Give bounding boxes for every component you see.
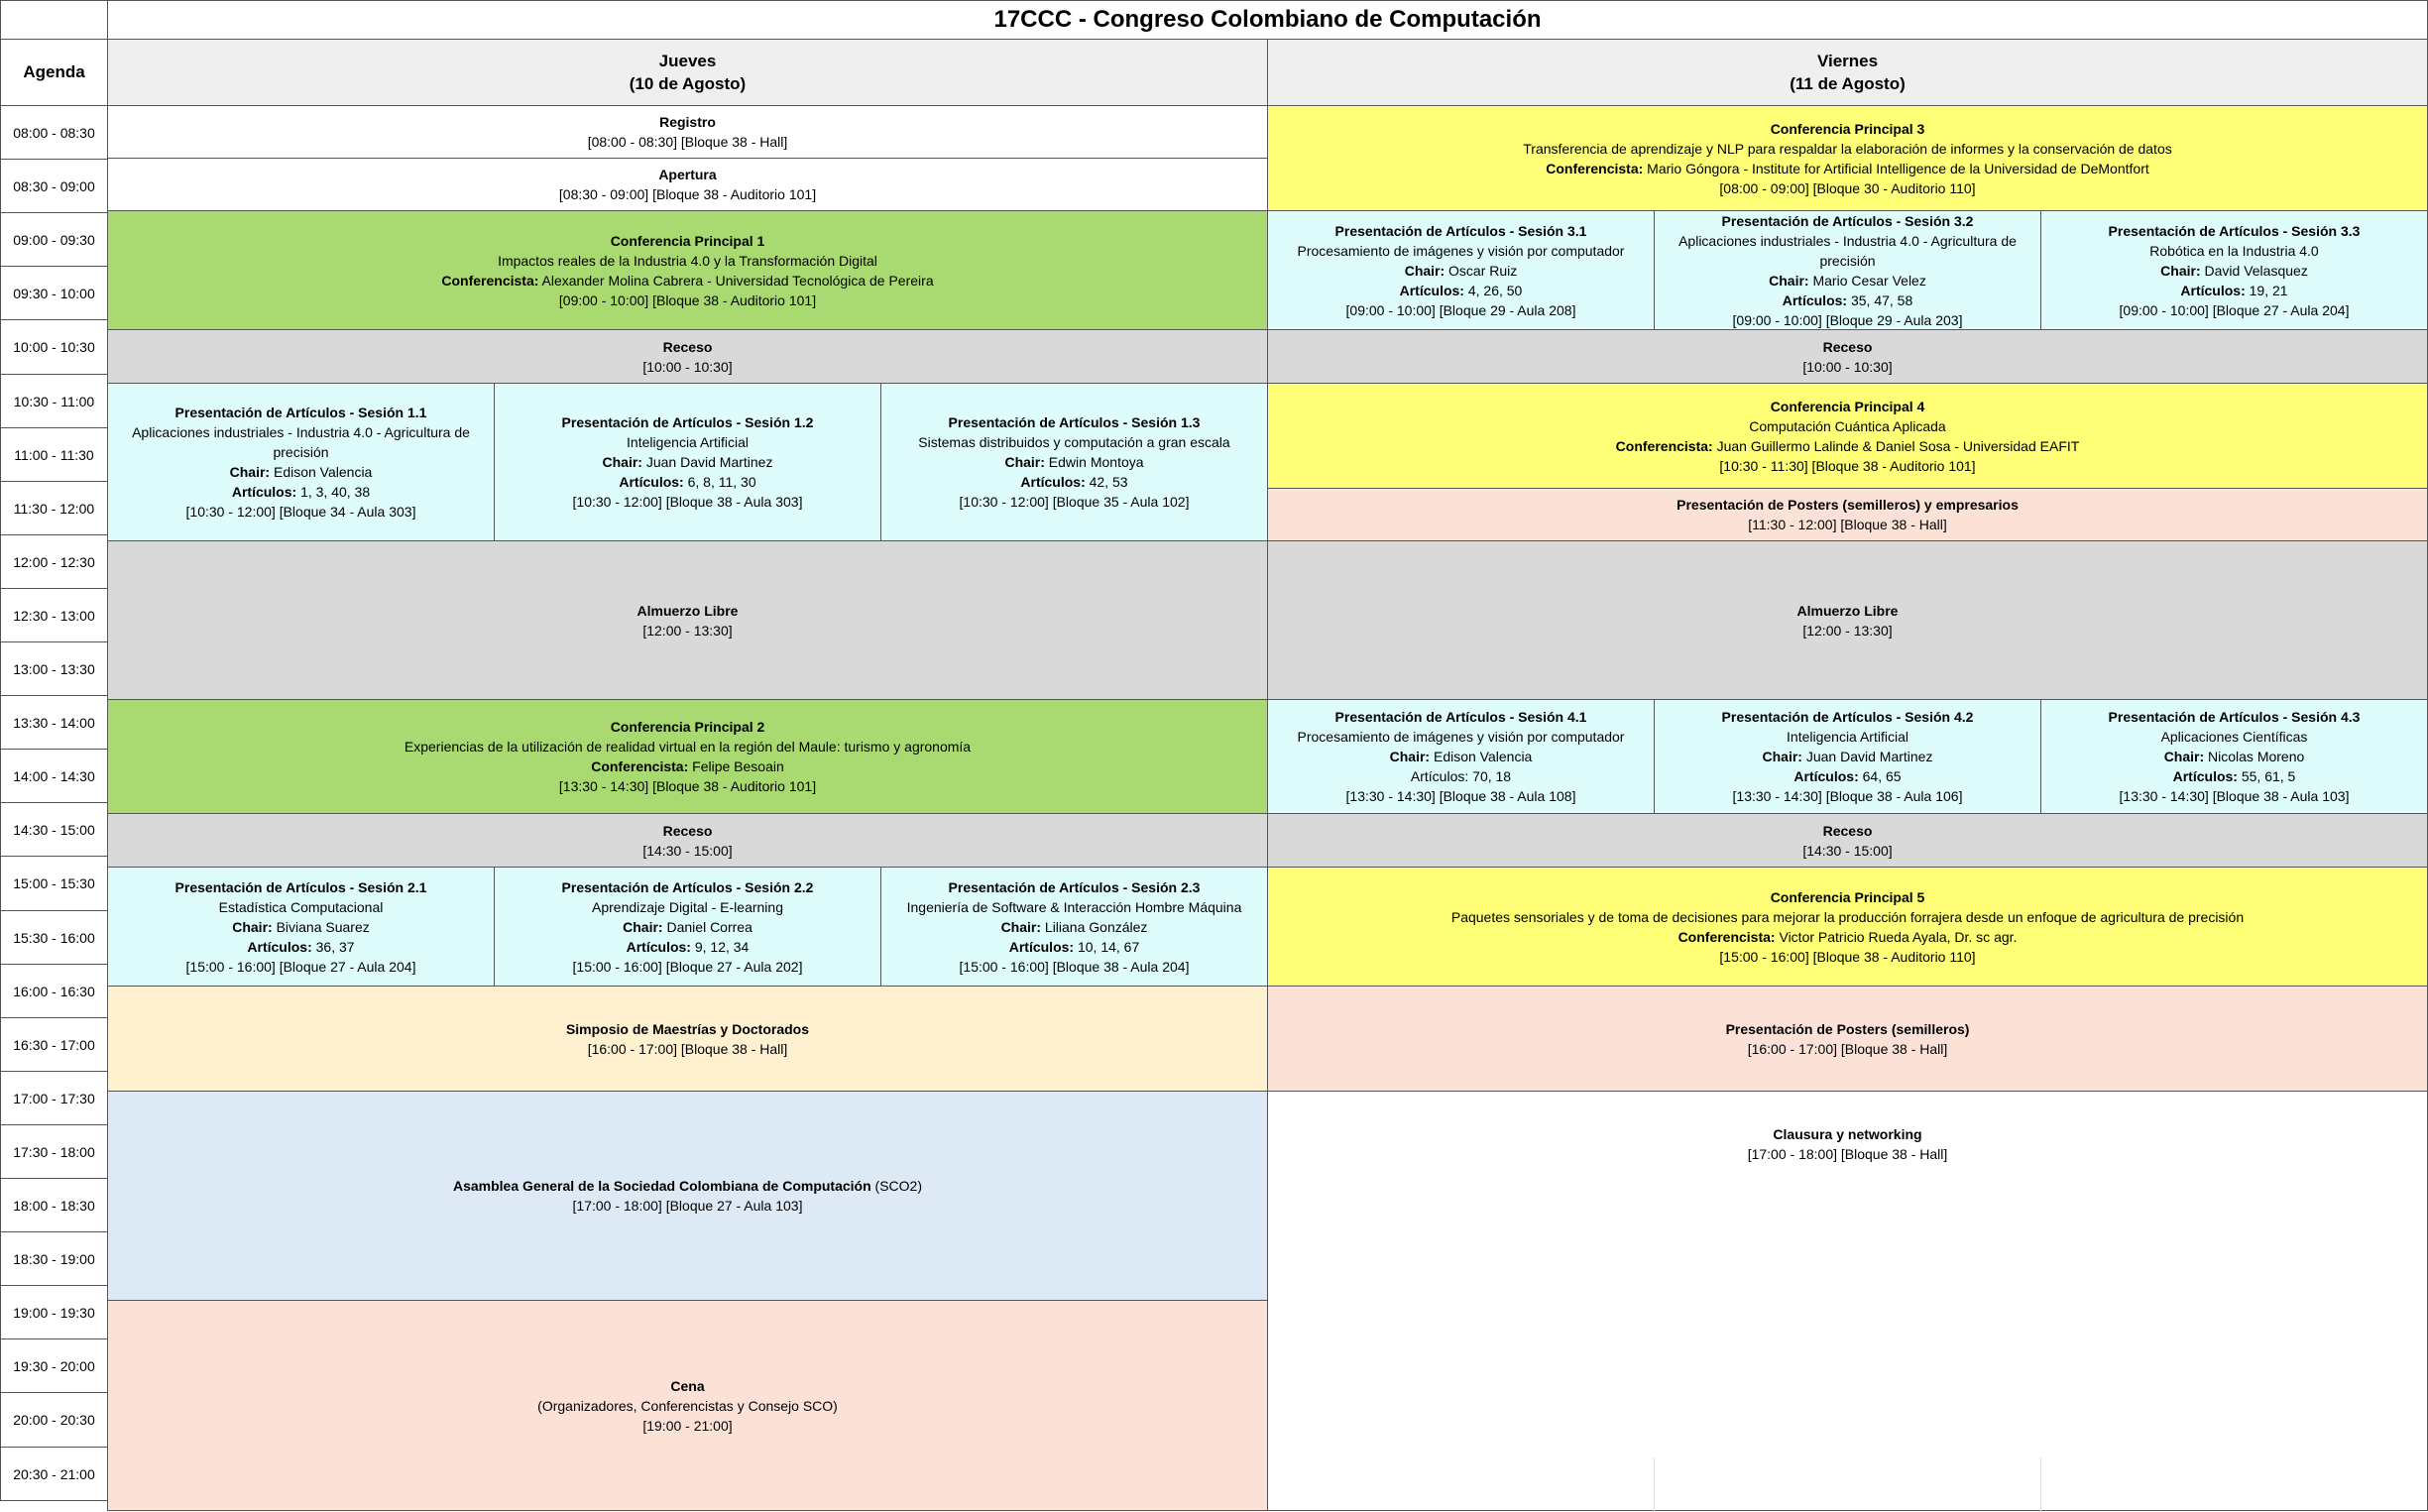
event-title: Conferencia Principal 5	[1770, 888, 1925, 905]
chair-name: Juan David Martinez	[641, 454, 773, 470]
articles-label: Artículos:	[231, 484, 297, 500]
event-receso	[107, 813, 1268, 868]
articles-label: Artículos:	[1399, 282, 1464, 298]
time-slot: 19:30 - 20:00	[0, 1338, 108, 1393]
event-sesion-2-2	[494, 867, 881, 987]
event-posters-semilleros	[1267, 986, 2428, 1092]
event-registro	[107, 105, 1268, 159]
time-slot: 13:00 - 13:30	[0, 641, 108, 696]
time-slot: 11:00 - 11:30	[0, 427, 108, 482]
time-slot: 17:30 - 18:00	[0, 1124, 108, 1179]
event-title: Presentación de Artículos - Sesión 4.3	[2108, 709, 2361, 725]
event-time: [16:00 - 17:00] [Bloque 38 - Hall]	[1747, 1040, 1948, 1057]
time-slot: 16:00 - 16:30	[0, 964, 108, 1018]
articles-list: 10, 14, 67	[1074, 938, 1140, 955]
event-title: Presentación de Artículos - Sesión 4.1	[1334, 709, 1587, 725]
articles-list: 36, 37	[311, 938, 355, 955]
event-chair	[1390, 747, 1533, 766]
event-speaker	[1546, 159, 2149, 178]
event-almuerzo	[1267, 540, 2428, 700]
chair-label: Chair:	[602, 454, 642, 470]
event-time: [15:00 - 16:00] [Bloque 38 - Aula 204]	[959, 958, 1190, 975]
speaker-label: Conferencista:	[1615, 437, 1713, 454]
time-slot: 08:30 - 09:00	[0, 159, 108, 213]
time-slot: 20:00 - 20:30	[0, 1392, 108, 1448]
event-conferencia-principal-2	[107, 699, 1268, 814]
event-time: [11:30 - 12:00] [Bloque 38 - Hall]	[1748, 517, 1947, 532]
event-title: Receso	[1822, 338, 1873, 355]
event-clausura	[1267, 1091, 2428, 1197]
event-topic: Aplicaciones industriales - Industria 4.0 - Agricultura de precisión	[1678, 232, 2017, 269]
event-title: Presentación de Posters (semilleros)	[1725, 1020, 1970, 1037]
event-time: [09:00 - 10:00] [Bloque 27 - Aula 204]	[2119, 301, 2350, 318]
articles-label: Artículos:	[619, 474, 684, 490]
event-title: Presentación de Artículos - Sesión 2.2	[561, 878, 814, 895]
event-sesion-2-1	[107, 867, 495, 987]
time-slot: 19:00 - 19:30	[0, 1285, 108, 1339]
chair-label: Chair:	[2160, 262, 2201, 279]
chair-name: Edison Valencia	[270, 464, 373, 480]
event-articles	[1783, 291, 1913, 310]
event-title: Presentación de Artículos - Sesión 2.1	[174, 878, 427, 895]
event-title: Cena	[670, 1377, 705, 1394]
time-slot: 13:30 - 14:00	[0, 695, 108, 750]
faint-gridline	[1654, 1457, 1655, 1511]
event-topic: Aplicaciones Científicas	[2160, 729, 2308, 745]
articles-list: 64, 65	[1858, 768, 1902, 784]
speaker-label: Conferencista:	[1677, 928, 1776, 945]
articles-list: 70, 18	[1468, 768, 1512, 784]
event-articles	[1400, 281, 1523, 300]
event-title: Almuerzo Libre	[636, 602, 739, 619]
event-time: [13:30 - 14:30] [Bloque 38 - Aula 108]	[1345, 788, 1576, 804]
time-slot: 18:00 - 18:30	[0, 1178, 108, 1232]
time-slot: 10:30 - 11:00	[0, 374, 108, 428]
articles-list: 1, 3, 40, 38	[296, 484, 371, 500]
speaker-name: Juan Guillermo Lalinde & Daniel Sosa - Universidad EAFIT	[1712, 437, 2080, 454]
time-slot: 18:30 - 19:00	[0, 1231, 108, 1286]
day-name: Viernes	[1816, 52, 1879, 70]
event-chair	[2164, 747, 2305, 766]
event-conferencia-principal-4	[1267, 383, 2428, 489]
articles-list: 4, 26, 50	[1463, 282, 1523, 298]
articles-list: 6, 8, 11, 30	[683, 474, 756, 490]
event-time: [10:00 - 10:30]	[1802, 358, 1893, 375]
chair-name: Daniel Correa	[662, 918, 752, 935]
event-cena	[107, 1300, 1268, 1511]
event-topic: Impactos reales de la Industria 4.0 y la Transformación Digital	[498, 252, 877, 269]
chair-name: Edison Valencia	[1430, 749, 1533, 764]
chair-label: Chair:	[229, 464, 271, 480]
event-subtitle: (Organizadores, Conferencistas y Consejo SCO)	[537, 1397, 838, 1414]
day-date: (10 de Agosto)	[629, 74, 747, 93]
event-time: [14:30 - 15:00]	[1802, 842, 1893, 859]
articles-list: 19, 21	[2245, 282, 2288, 298]
time-slot: 14:30 - 15:00	[0, 802, 108, 857]
corner-cell	[0, 0, 108, 40]
event-title-line	[453, 1176, 922, 1196]
chair-name: Oscar Ruiz	[1445, 262, 1518, 279]
event-chair	[1769, 271, 1926, 291]
chair-label: Chair:	[1000, 918, 1042, 935]
event-time: [15:00 - 16:00] [Bloque 27 - Aula 202]	[572, 958, 803, 975]
event-title: Simposio de Maestrías y Doctorados	[565, 1020, 810, 1037]
chair-label: Chair:	[1769, 272, 1809, 289]
event-conferencia-principal-3	[1267, 105, 2428, 211]
event-chair	[1001, 917, 1148, 937]
event-topic: Aplicaciones industriales - Industria 4.0 - Agricultura de precisión	[132, 424, 470, 460]
event-chair	[603, 452, 773, 472]
time-slot: 09:00 - 09:30	[0, 212, 108, 267]
event-almuerzo	[107, 540, 1268, 700]
day-date: (11 de Agosto)	[1790, 74, 1906, 93]
event-articles	[627, 937, 750, 957]
event-chair	[1763, 747, 1933, 766]
articles-label: Artículos:	[1410, 768, 1469, 784]
event-time: [17:00 - 18:00] [Bloque 27 - Aula 103]	[572, 1198, 803, 1214]
articles-list: 35, 47, 58	[1847, 291, 1913, 308]
event-topic: Sistemas distribuidos y computación a gran escala	[918, 434, 1230, 450]
event-sesion-1-1	[107, 383, 495, 541]
time-slot: 12:30 - 13:00	[0, 588, 108, 642]
event-sesion-4-2	[1654, 699, 2041, 814]
event-articles	[619, 472, 755, 492]
event-sesion-3-2	[1654, 210, 2041, 330]
chair-name: Liliana González	[1041, 918, 1148, 935]
event-title: Presentación de Artículos - Sesión 3.1	[1334, 222, 1587, 239]
event-conferencia-principal-1	[107, 210, 1268, 330]
event-title: Presentación de Artículos - Sesión 3.3	[2108, 222, 2361, 239]
event-title: Conferencia Principal 1	[610, 232, 765, 249]
event-title: Receso	[1822, 822, 1873, 839]
event-time: [17:00 - 18:00] [Bloque 38 - Hall]	[1747, 1145, 1948, 1162]
time-slot: 10:00 - 10:30	[0, 319, 108, 375]
event-time: [15:00 - 16:00] [Bloque 38 - Auditorio 110]	[1719, 948, 1976, 965]
event-time: [10:30 - 11:30] [Bloque 38 - Auditorio 101]	[1719, 457, 1976, 474]
chair-name: David Velasquez	[2200, 262, 2308, 279]
event-sesion-1-2	[494, 383, 881, 541]
time-slot: 12:00 - 12:30	[0, 534, 108, 589]
event-sesion-2-3	[880, 867, 1268, 987]
event-topic: Paquetes sensoriales y de toma de decisiones para mejorar la producción forrajera desde un enfoque de agricultura de precisión	[1450, 908, 2245, 925]
articles-label: Artículos:	[2172, 768, 2238, 784]
chair-label: Chair:	[1762, 749, 1802, 764]
event-articles	[1020, 472, 1127, 492]
chair-name: Mario Cesar Velez	[1808, 272, 1926, 289]
time-slot: 20:30 - 21:00	[0, 1447, 108, 1501]
event-simposio	[107, 986, 1268, 1092]
event-title: Asamblea General de la Sociedad Colombiana de Computación	[452, 1178, 871, 1194]
event-topic: Procesamiento de imágenes y visión por computador	[1297, 729, 1625, 745]
time-slot: 11:30 - 12:00	[0, 481, 108, 535]
event-sesion-1-3	[880, 383, 1268, 541]
event-title: Receso	[662, 822, 713, 839]
event-title: Presentación de Posters (semilleros) y empresarios	[1676, 497, 2019, 513]
event-chair	[230, 462, 373, 482]
event-time: [09:00 - 10:00] [Bloque 29 - Aula 208]	[1345, 301, 1576, 318]
event-topic: Computación Cuántica Aplicada	[1749, 417, 1946, 434]
event-sesion-3-1	[1267, 210, 1655, 330]
speaker-label: Conferencista:	[441, 272, 539, 289]
faint-gridline	[2040, 1457, 2041, 1511]
event-time: [13:30 - 14:30] [Bloque 38 - Aula 106]	[1732, 788, 1963, 804]
event-time: [09:00 - 10:00] [Bloque 38 - Auditorio 101]	[558, 291, 817, 308]
event-chair	[1405, 261, 1518, 281]
event-title: Almuerzo Libre	[1796, 602, 1899, 619]
speaker-name: Victor Patricio Rueda Ayala, Dr. sc agr.	[1775, 928, 2018, 945]
event-title: Apertura	[658, 167, 717, 182]
event-topic: Inteligencia Artificial	[1787, 729, 1908, 745]
time-slot: 15:30 - 16:00	[0, 910, 108, 965]
day-name: Jueves	[658, 52, 717, 70]
event-time: [10:30 - 12:00] [Bloque 34 - Aula 303]	[185, 504, 416, 520]
event-time: [08:30 - 09:00] [Bloque 38 - Auditorio 101]	[558, 186, 817, 202]
day-header-friday	[1267, 39, 2428, 106]
event-topic: Transferencia de aprendizaje y NLP para respaldar la elaboración de informes y la conservación de datos	[1523, 140, 2172, 157]
event-receso	[107, 329, 1268, 384]
event-speaker	[591, 756, 784, 776]
event-title: Conferencia Principal 4	[1770, 398, 1925, 414]
time-slot: 09:30 - 10:00	[0, 266, 108, 320]
event-topic: Estadística Computacional	[218, 898, 384, 915]
event-apertura	[107, 158, 1268, 211]
event-articles	[232, 482, 370, 502]
chair-label: Chair:	[232, 918, 273, 935]
page-title-text: 17CCC - Congreso Colombiano de Computación	[993, 6, 1542, 33]
event-topic: Robótica en la Industria 4.0	[2149, 242, 2319, 259]
chair-label: Chair:	[1389, 749, 1431, 764]
event-time: [10:30 - 12:00] [Bloque 35 - Aula 102]	[959, 494, 1190, 510]
event-time: [08:00 - 08:30] [Bloque 38 - Hall]	[587, 134, 788, 150]
event-title: Presentación de Artículos - Sesión 1.2	[561, 414, 814, 430]
event-time: [16:00 - 17:00] [Bloque 38 - Hall]	[587, 1040, 788, 1057]
event-sesion-4-3	[2040, 699, 2428, 814]
event-chair	[232, 917, 370, 937]
articles-label: Artículos:	[1020, 474, 1086, 490]
event-title: Receso	[662, 338, 713, 355]
time-slot: 14:00 - 14:30	[0, 749, 108, 803]
event-time: [13:30 - 14:30] [Bloque 38 - Aula 103]	[2119, 788, 2350, 804]
event-sesion-4-1	[1267, 699, 1655, 814]
articles-list: 9, 12, 34	[690, 938, 750, 955]
event-articles	[1411, 766, 1511, 786]
chair-name: Nicolas Moreno	[2204, 749, 2305, 764]
event-speaker	[1616, 436, 2080, 456]
chair-name: Biviana Suarez	[272, 918, 370, 935]
chair-label: Chair:	[1404, 262, 1445, 279]
event-title: Clausura y networking	[1773, 1125, 1922, 1142]
event-receso	[1267, 813, 2428, 868]
articles-list: 55, 61, 5	[2237, 768, 2296, 784]
chair-name: Juan David Martinez	[1801, 749, 1933, 764]
event-speaker	[441, 271, 933, 291]
chair-label: Chair:	[1004, 454, 1045, 470]
speaker-name: Mario Góngora - Institute for Artificial Intelligence de la Universidad de DeMontfort	[1643, 160, 2149, 176]
event-time: [10:00 - 10:30]	[642, 358, 733, 375]
event-title: Presentación de Artículos - Sesión 4.2	[1721, 709, 1974, 725]
day-header-thursday	[107, 39, 1268, 106]
agenda-header	[0, 39, 108, 106]
event-time: [14:30 - 15:00]	[642, 842, 733, 859]
event-topic: Aprendizaje Digital - E-learning	[592, 898, 783, 915]
event-topic: Experiencias de la utilización de realidad virtual en la región del Maule: turismo y agronomía	[404, 739, 972, 755]
event-articles	[1793, 766, 1901, 786]
event-time: [10:30 - 12:00] [Bloque 38 - Aula 303]	[572, 494, 803, 510]
speaker-name: Felipe Besoain	[688, 758, 784, 774]
event-time: [08:00 - 09:00] [Bloque 30 - Auditorio 110]	[1719, 179, 1976, 196]
event-posters-empresarios	[1267, 488, 2428, 541]
agenda-label: Agenda	[23, 62, 85, 81]
event-receso	[1267, 329, 2428, 384]
time-slot: 16:30 - 17:00	[0, 1017, 108, 1072]
event-speaker	[1678, 927, 2018, 947]
event-title: Presentación de Artículos - Sesión 2.3	[948, 878, 1201, 895]
event-asamblea	[107, 1091, 1268, 1301]
event-time: [12:00 - 13:30]	[642, 622, 733, 639]
speaker-label: Conferencista:	[1546, 160, 1644, 176]
event-title: Conferencia Principal 2	[610, 719, 765, 735]
event-time: [09:00 - 10:00] [Bloque 29 - Aula 203]	[1732, 311, 1963, 328]
event-time: [19:00 - 21:00]	[642, 1417, 733, 1434]
articles-list: 42, 53	[1085, 474, 1128, 490]
event-articles	[247, 937, 354, 957]
articles-label: Artículos:	[2180, 282, 2246, 298]
articles-label: Artículos:	[1793, 768, 1859, 784]
time-slot: 15:00 - 15:30	[0, 856, 108, 911]
event-time: [13:30 - 14:30] [Bloque 38 - Auditorio 101]	[558, 778, 817, 794]
chair-name: Edwin Montoya	[1044, 454, 1144, 470]
event-topic: Procesamiento de imágenes y visión por computador	[1297, 242, 1625, 259]
event-time: [15:00 - 16:00] [Bloque 27 - Aula 204]	[185, 958, 416, 975]
event-articles	[2173, 766, 2296, 786]
articles-label: Artículos:	[247, 938, 312, 955]
time-slot: 08:00 - 08:30	[0, 105, 108, 160]
event-title: Presentación de Artículos - Sesión 1.3	[948, 414, 1201, 430]
event-articles	[2180, 281, 2287, 300]
time-slot: 17:00 - 17:30	[0, 1071, 108, 1125]
empty-area	[1267, 1196, 2428, 1511]
page-title	[107, 0, 2428, 40]
speaker-name: Alexander Molina Cabrera - Universidad Tecnológica de Pereira	[538, 272, 934, 289]
event-sesion-3-3	[2040, 210, 2428, 330]
event-articles	[1009, 937, 1140, 957]
event-conferencia-principal-5	[1267, 867, 2428, 987]
event-time: [12:00 - 13:30]	[1802, 622, 1893, 639]
event-title: Conferencia Principal 3	[1770, 120, 1925, 137]
chair-label: Chair:	[2163, 749, 2205, 764]
speaker-label: Conferencista:	[591, 758, 689, 774]
event-title: Presentación de Artículos - Sesión 3.2	[1721, 212, 1974, 229]
event-title: Presentación de Artículos - Sesión 1.1	[174, 405, 427, 420]
articles-label: Artículos:	[1008, 938, 1075, 955]
event-chair	[1004, 452, 1143, 472]
event-title: Registro	[659, 114, 716, 130]
event-chair	[2160, 261, 2308, 281]
articles-label: Artículos:	[1782, 291, 1848, 308]
event-title-suffix: (SCO2)	[870, 1178, 922, 1194]
event-topic: Inteligencia Artificial	[627, 434, 749, 450]
event-topic: Ingeniería de Software & Interacción Hombre Máquina	[906, 898, 1242, 915]
chair-label: Chair:	[623, 918, 663, 935]
articles-label: Artículos:	[626, 938, 691, 955]
event-chair	[623, 917, 752, 937]
